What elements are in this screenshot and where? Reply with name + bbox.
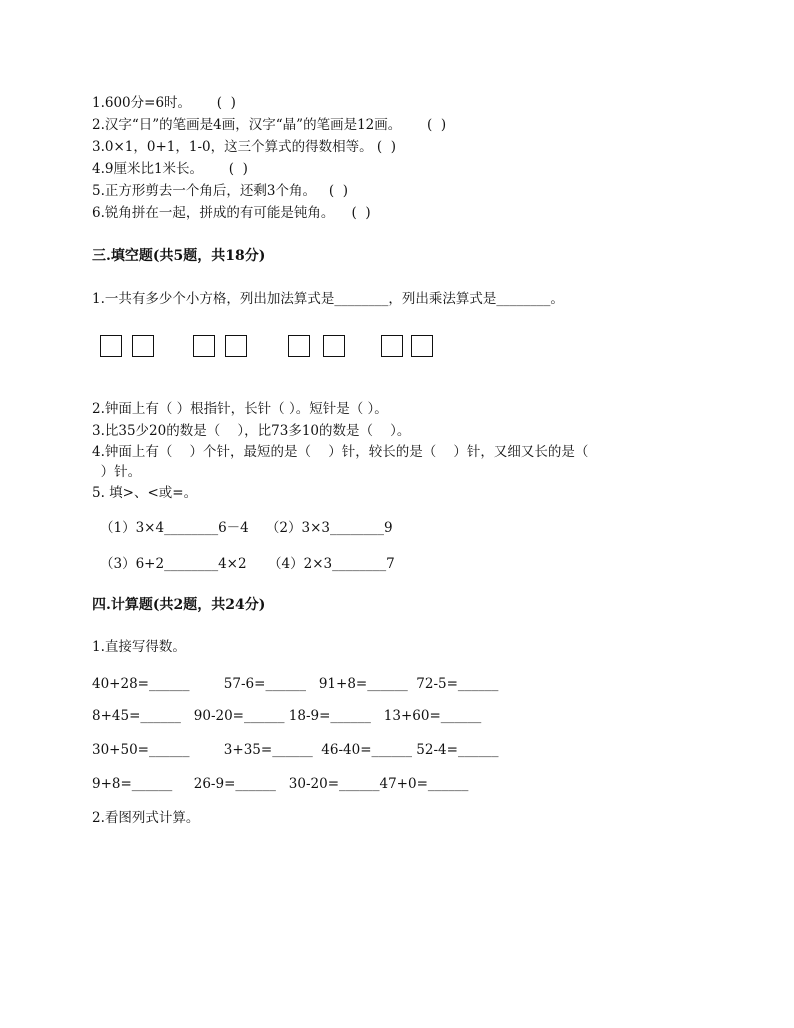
calc-row-4: 9+8=______ 26-9=______ 30-20=______47+0=______ [92,776,469,792]
judge-item-1: 1.600分=6时。 ( ) [92,95,236,111]
judge-item-3: 3.0×1，0+1，1-0，这三个算式的得数相等。 ( ) [92,139,397,155]
section-4-title: 四.计算题(共2题，共24分) [92,597,266,613]
fill-question-1: 1.一共有多少个小方格，列出加法算式是________，列出乘法算式是________。 [92,291,564,307]
square-5 [288,335,310,357]
square-1 [100,335,122,357]
square-4 [225,335,247,357]
fill-question-4-line-1: 4.钟面上有（ ）个针，最短的是（ ）针，较长的是（ ）针，又细又长的是（ [92,444,589,460]
fill-question-4-line-2: ）针。 [92,464,142,480]
judge-item-5: 5.正方形剪去一个角后，还剩3个角。 ( ) [92,183,348,199]
square-3 [193,335,215,357]
square-8 [411,335,433,357]
judge-item-6: 6.锐角拼在一起，拼成的有可能是钝角。 ( ) [92,205,371,221]
calc-row-1: 40+28=______ 57-6=______ 91+8=______ 72-5=______ [92,676,499,692]
fill-question-5: 5. 填>、<或=。 [92,485,198,501]
square-2 [132,335,154,357]
calc-question-1: 1.直接写得数。 [92,639,186,655]
judge-item-2: 2.汉字“日”的笔画是4画，汉字“晶”的笔画是12画。 ( ) [92,117,447,133]
calc-row-2: 8+45=______ 90-20=______ 18-9=______ 13+60=______ [92,708,482,724]
fill-question-2: 2.钟面上有（ ）根指针，长针（ ）。短针是（ ）。 [92,401,388,417]
square-6 [323,335,345,357]
calc-row-3: 30+50=______ 3+35=______ 46-40=______ 52-4=______ [92,742,499,758]
calc-question-2: 2.看图列式计算。 [92,810,200,826]
section-3-title: 三.填空题(共5题，共18分) [92,248,266,264]
compare-row-1: （1）3×4________6－4 （2）3×3________9 [100,520,393,536]
compare-row-2: （3）6+2________4×2 （4）2×3________7 [100,556,395,572]
fill-question-3: 3.比35少20的数是（ ），比73多10的数是（ ）。 [92,423,411,439]
judge-item-4: 4.9厘米比1米长。 ( ) [92,161,248,177]
square-7 [381,335,403,357]
